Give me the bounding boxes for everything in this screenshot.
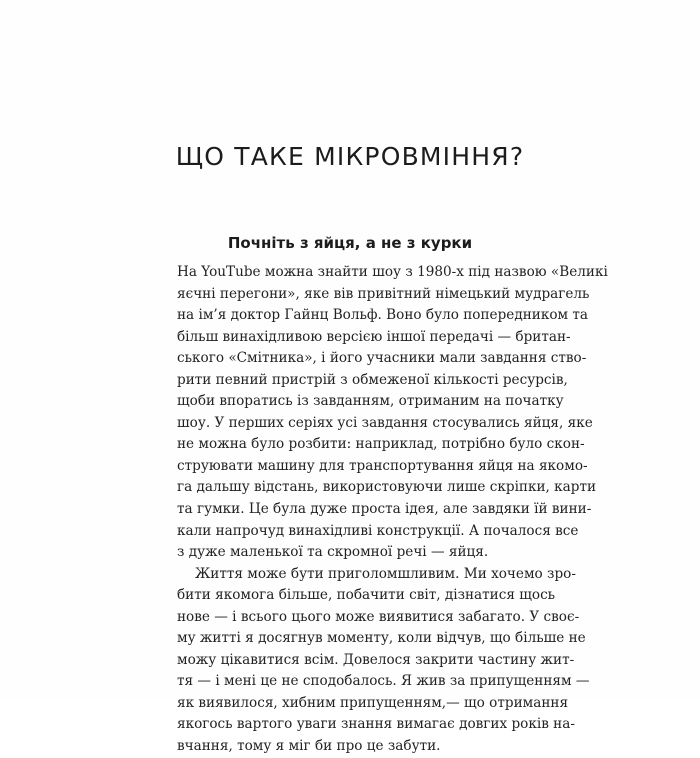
text-line: щоби впоратись із завданням, отриманим на початку	[177, 393, 564, 410]
text-line: та гумки. Це була дуже проста ідея, але завдяки їй вини-	[177, 501, 592, 518]
text-line: струювати машину для транспортування яйця на якомо-	[177, 457, 588, 474]
text-line: тя — і мені це не сподобалось. Я жив за припущенням —	[177, 673, 590, 690]
text-line: яєчні перегони», яке вів привітний німецький мудрагель	[177, 285, 590, 302]
text-line: кали напрочуд винахідливі конструкції. А почалося все	[177, 522, 579, 539]
text-line: на ім’я доктор Гайнц Вольф. Воно було попередником та	[177, 307, 589, 324]
text-line: нове — і всього цього може виявитися забагато. У своє-	[177, 608, 580, 625]
text-line: шоу. У перших серіях усі завдання стосувались яйця, яке	[177, 414, 593, 431]
chapter-title: ЩО ТАКЕ МІКРОВМІННЯ?	[175, 142, 525, 171]
paragraph-2	[177, 564, 590, 758]
text-line: більш винахідливою версією іншої передачі — британ-	[177, 328, 571, 345]
text-line: му житті я досягнув моменту, коли відчув, що більше не	[177, 630, 586, 647]
text-line: бити якомога більше, побачити світ, дізнатися щось	[177, 587, 556, 604]
text-line: з дуже маленької та скромної речі — яйця.	[177, 544, 489, 561]
text-line: можу цікавитися всім. Довелося закрити частину жит-	[177, 651, 575, 668]
text-line: не можна було розбити: наприклад, потрібно було скон-	[177, 436, 585, 453]
body-text	[177, 262, 608, 758]
text-line: Життя може бути приголомшливим. Ми хочемо зро-	[195, 565, 576, 582]
section-title: Почніть з яйця, а не з курки	[227, 234, 473, 252]
text-line: якогось вартого уваги знання вимагає довгих років на-	[177, 716, 575, 733]
text-line: рити певний пристрій з обмеженої кількості ресурсів,	[177, 371, 568, 388]
text-line: ського «Смітника», і його учасники мали завдання ство-	[177, 350, 587, 367]
text-line: На YouTube можна знайти шоу з 1980-х під назвою «Великі	[177, 264, 608, 280]
text-line: га дальшу відстань, використовуючи лише скріпки, карти	[177, 479, 597, 496]
paragraph-1	[177, 262, 608, 564]
text-line: як виявилося, хибним припущенням,— що отримання	[177, 694, 569, 711]
text-line: вчання, тому я міг би про це забути.	[177, 738, 441, 755]
